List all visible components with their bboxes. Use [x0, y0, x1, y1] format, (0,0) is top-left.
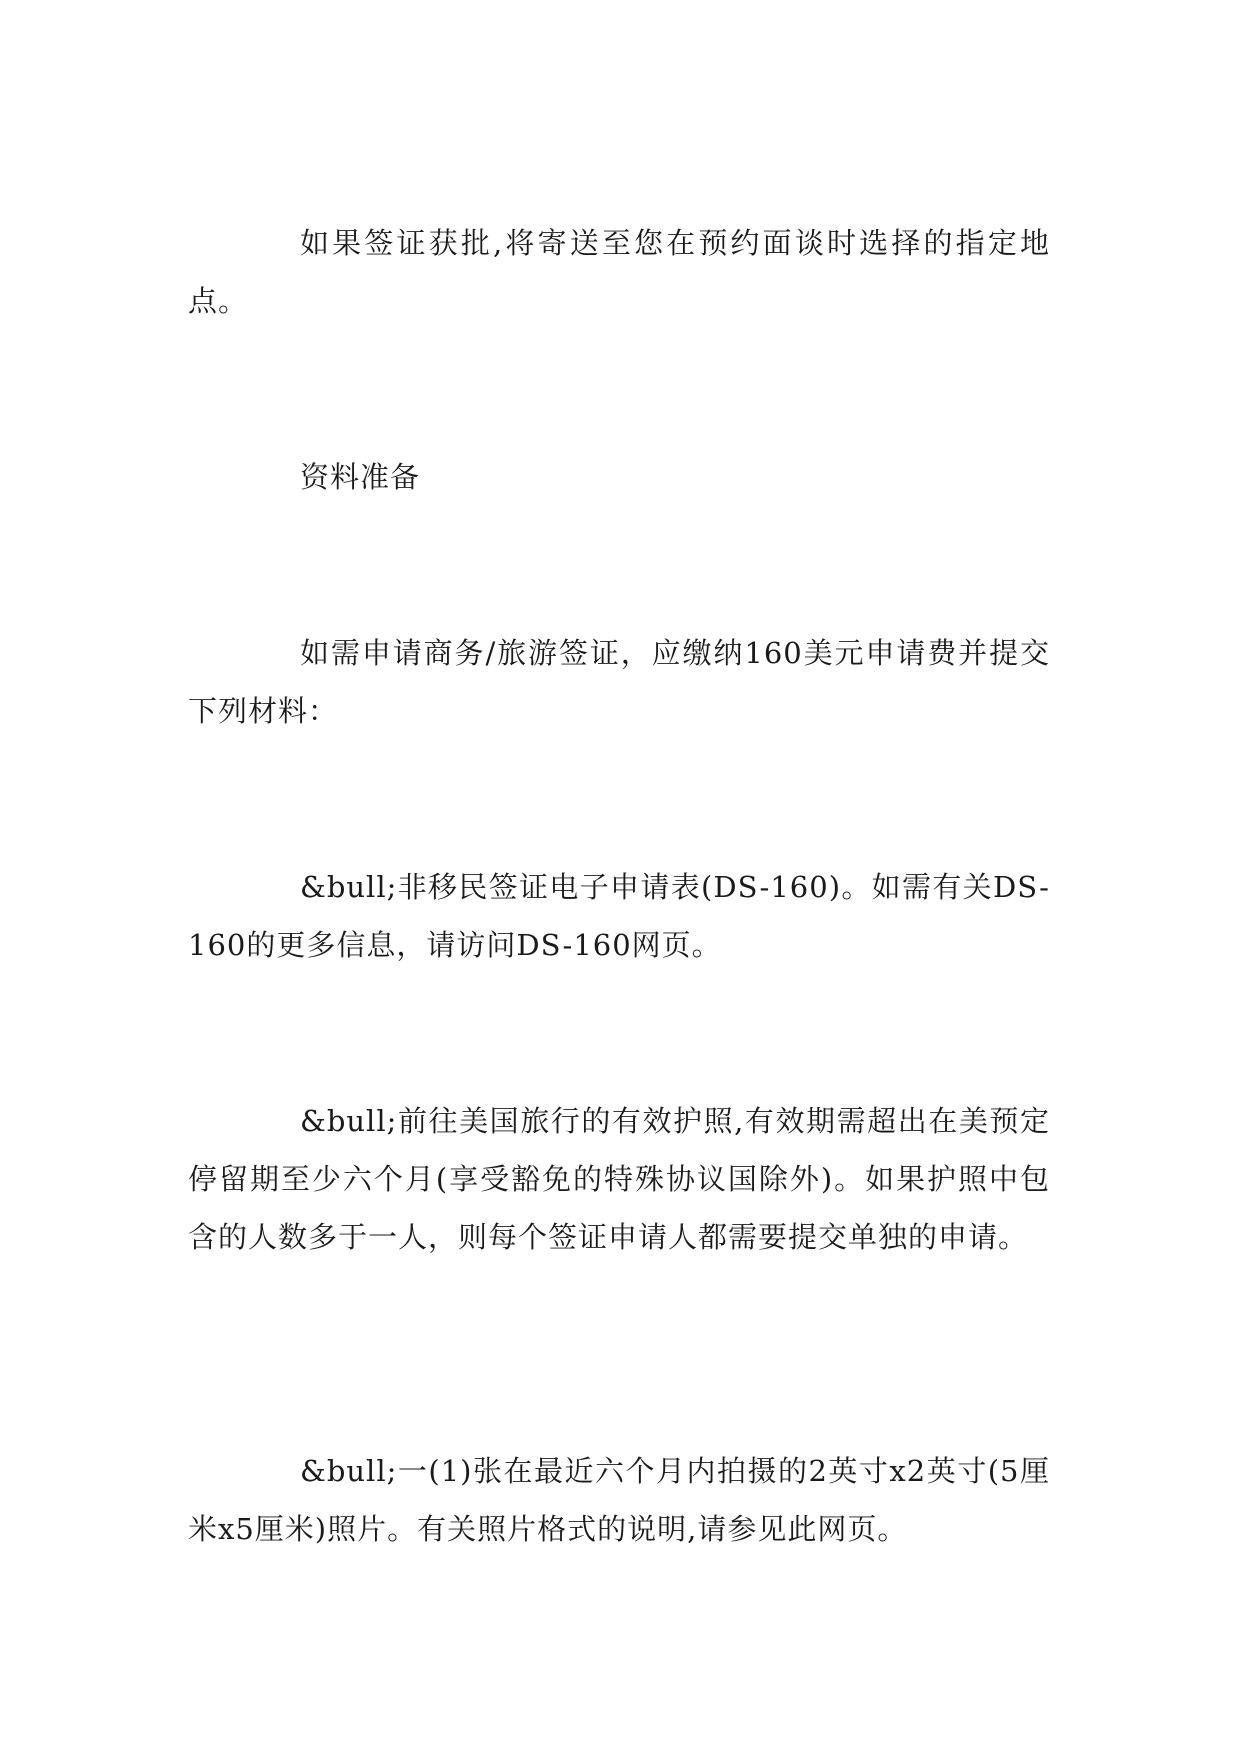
paragraph-fee-intro: 如需申请商务/旅游签证，应缴纳160美元申请费并提交下列材料：	[188, 636, 1050, 728]
list-item-ds160: &bull;非移民签证电子申请表(DS-160)。如需有关DS-160的更多信息，请访问DS-160网页。	[188, 870, 1050, 962]
paragraph-visa-delivery: 如果签证获批,将寄送至您在预约面谈时选择的指定地点。	[188, 226, 1050, 318]
section-heading-materials: 资料准备	[300, 460, 421, 494]
list-item-passport: &bull;前往美国旅行的有效护照,有效期需超出在美预定停留期至少六个月(享受豁免的特殊协议国除外)。如果护照中包含的人数多于一人，则每个签证申请人都需要提交单独的申请。	[188, 1104, 1050, 1254]
list-item-photo: &bull;一(1)张在最近六个月内拍摄的2英寸x2英寸(5厘米x5厘米)照片。有关照片格式的说明,请参见此网页。	[188, 1454, 1050, 1546]
